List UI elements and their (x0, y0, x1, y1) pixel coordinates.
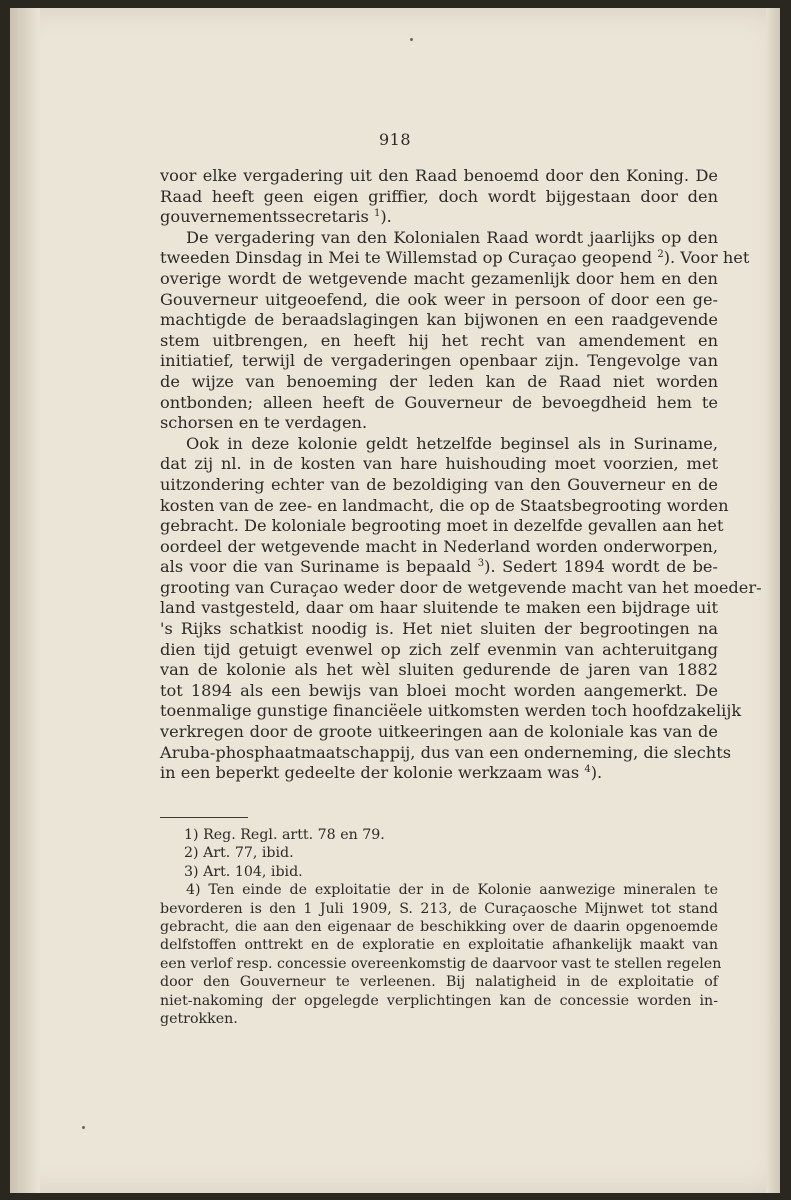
footnote-line: 4) Ten einde de exploitatie der in de Kolonie aanwezige mineralen te (186, 882, 718, 899)
text-line: tot 1894 als een bewijs van bloei mocht worden aangemerkt. De (160, 680, 718, 700)
text-line: toenmalige gunstige financiëele uitkomsten werden toch hoofdzakelijk (160, 701, 742, 721)
footnote: 2) Art. 77, ibid. (184, 845, 294, 862)
footnotes (160, 826, 722, 1028)
footnote-line: gebracht, die aan den eigenaar de beschikking over de daarin opgenoemde (160, 919, 718, 936)
book-page (10, 8, 780, 1193)
text-line: als voor die van Suriname is bepaald $^3$). Sedert 1894 wordt de be- (160, 557, 718, 577)
footnote-divider (160, 817, 248, 818)
text-line: in een beperkt gedeelte der kolonie werkzaam was $^4$). (160, 763, 603, 783)
book-gutter (10, 8, 40, 1193)
speck (82, 1126, 85, 1129)
text-line: Gouverneur uitgeoefend, die ook weer in persoon of door een ge- (160, 289, 718, 309)
text-line: gouvernementssecretaris $^1$). (160, 207, 392, 227)
text-line: land vastgesteld, daar om haar sluitende te maken een bijdrage uit (160, 598, 718, 618)
speck (410, 38, 413, 41)
text-line: dat zij nl. in de kosten van hare huishouding moet voorzien, met (160, 454, 718, 474)
page-edge (766, 8, 780, 1193)
text-line: oordeel der wetgevende macht in Nederland worden onderworpen, (160, 536, 718, 556)
footnote: 3) Art. 104, ibid. (184, 863, 303, 880)
page-number: 918 (378, 130, 412, 149)
text-line: ontbonden; alleen heeft de Gouverneur de bevoegdheid hem te (160, 392, 718, 412)
text-line: verkregen door de groote uitkeeringen aan de koloniale kas van de (160, 722, 718, 742)
footnote-line: door den Gouverneur te verleenen. Bij nalatigheid in de exploitatie of (160, 974, 718, 991)
text-line: overige wordt de wetgevende macht gezamenlijk door hem en den (160, 268, 718, 288)
footnote-ref: 4 (584, 764, 591, 776)
footnote-ref: 2 (657, 249, 664, 261)
footnote-line: bevorderen is den 1 Juli 1909, S. 213, de Curaçaosche Mijnwet tot stand (160, 900, 718, 917)
text-line: Aruba-phosphaatmaatschappij, dus van een onderneming, die slechts (160, 742, 732, 762)
text-line: dien tijd getuigt evenwel op zich zelf evenmin van achteruitgang (160, 639, 718, 659)
text-line: grooting van Curaçao weder door de wetgevende macht van het moeder- (160, 577, 762, 597)
text-line: De vergadering van den Kolonialen Raad wordt jaarlijks op den (186, 227, 718, 247)
text-line: gebracht. De koloniale begrooting moet in dezelfde gevallen aan het (160, 516, 724, 536)
footnote-line: getrokken. (160, 1011, 238, 1028)
text-line: kosten van de zee- en landmacht, die op de Staatsbegrooting worden (160, 495, 729, 515)
footnote-ref: 3 (477, 558, 485, 570)
text-line: initiatief, terwijl de vergaderingen openbaar zijn. Tengevolge van (160, 351, 718, 371)
footnote-ref: 1 (373, 208, 381, 220)
text-line: machtigde de beraadslagingen kan bijwonen en een raadgevende (160, 310, 718, 330)
text-line: uitzondering echter van de bezoldiging van den Gouverneur en de (160, 474, 718, 494)
footnote-line: delfstoffen onttrekt en de exploratie en exploitatie afhankelijk maakt van (160, 937, 718, 954)
text-line: stem uitbrengen, en heeft hij het recht van amendement en (160, 330, 718, 350)
body-text (160, 166, 762, 784)
text-line: Raad heeft geen eigen griffier, doch wordt bijgestaan door den (160, 186, 718, 206)
footnote: 1) Reg. Regl. artt. 78 en 79. (184, 827, 385, 843)
text-line: de wijze van benoeming der leden kan de Raad niet worden (160, 371, 718, 391)
text-line: van de kolonie als het wèl sluiten gedurende de jaren van 1882 (160, 660, 718, 680)
text-line: schorsen en te verdagen. (160, 413, 368, 433)
text-line: tweeden Dinsdag in Mei te Willemstad op Curaçao geopend $^2$). Voor het (160, 248, 750, 268)
footnote-line: een verlof resp. concessie overeenkomstig de daarvoor vast te stellen regelen (160, 955, 722, 972)
footnote-line: niet-nakoming der opgelegde verplichtingen kan de concessie worden in- (160, 992, 718, 1009)
text-line: Ook in deze kolonie geldt hetzelfde beginsel als in Suriname, (186, 433, 718, 453)
text-line: 's Rijks schatkist noodig is. Het niet sluiten der begrootingen na (160, 619, 718, 639)
text-line: voor elke vergadering uit den Raad benoemd door den Koning. De (160, 166, 718, 185)
